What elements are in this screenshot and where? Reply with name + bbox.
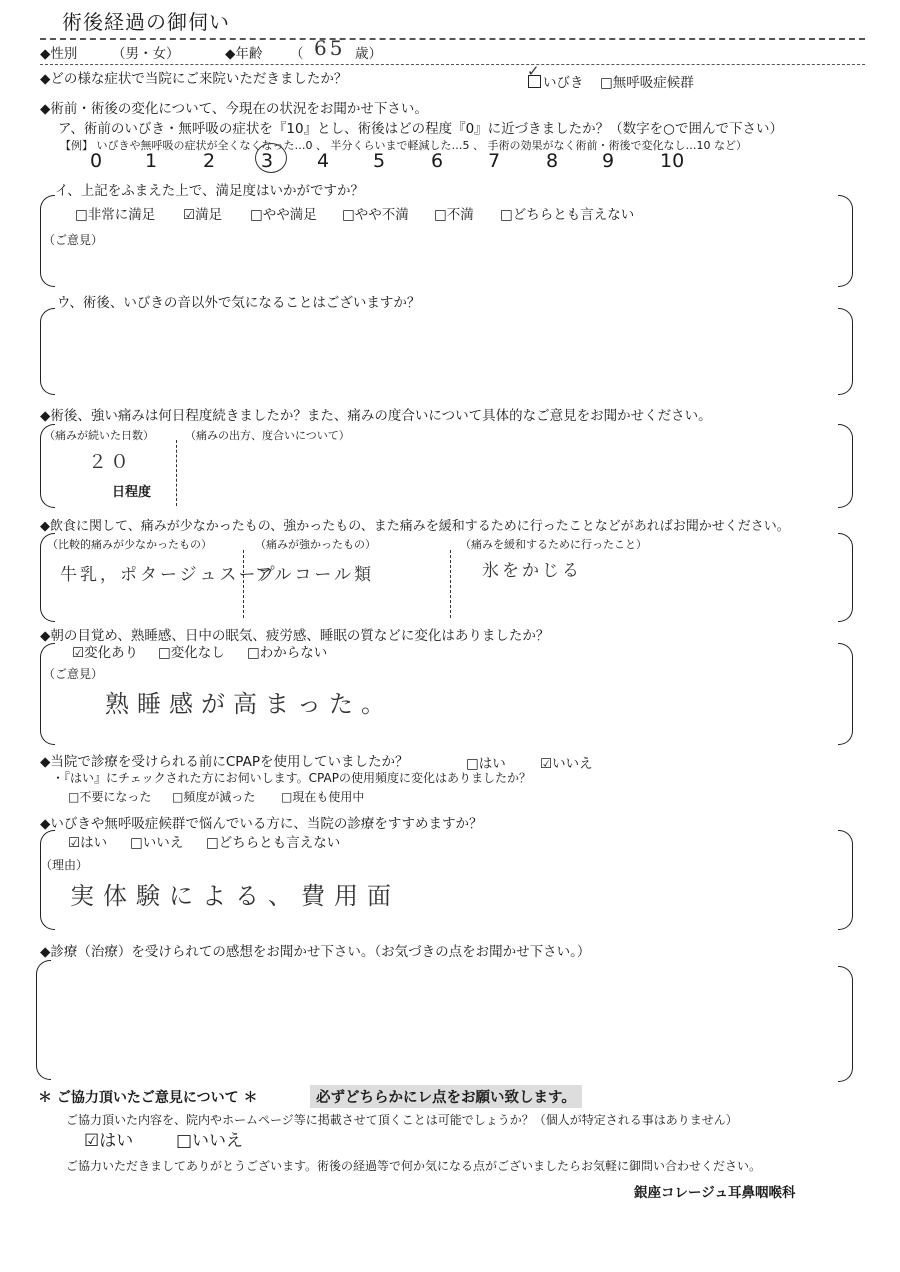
age-label: ◆年齢 (225, 46, 263, 62)
satisfaction-question: イ、上記をふまえた上で、満足度はいかがですか？ (55, 183, 365, 199)
cpap-sub-question: ・『はい』にチェックされた方にお伺いします。CPAPの使用頻度に変化はありましたか？ (52, 771, 531, 785)
checkmark-icon: ✓ (527, 62, 540, 80)
food-col2-value[interactable]: アルコール類 (255, 565, 374, 585)
cpap-sub-opt-still[interactable]: □現在も使用中 (281, 790, 365, 804)
food-col1-label: （比較的痛みが少なかったもの） (47, 538, 212, 551)
scale-1[interactable]: 1 (145, 150, 158, 172)
satisfaction-opt-somewhat-unsat[interactable]: □やや不満 (342, 207, 409, 223)
change-question: ◆術前・術後の変化について、今現在の状況をお聞かせ下さい。 (40, 101, 428, 117)
scale-10[interactable]: 10 (660, 150, 685, 172)
footer-opt-no[interactable]: □いいえ (176, 1131, 244, 1151)
other-question: ウ、術後、いびきの音以外で気になることはございますか？ (57, 295, 421, 311)
selected-circle-icon (255, 143, 287, 173)
recommend-opt-neither[interactable]: □どちらとも言えない (206, 835, 341, 851)
pain-bracket-right (838, 424, 853, 508)
food-col1-value[interactable]: 牛乳，ポタージュスープ (60, 565, 278, 585)
clinic-name: 銀座コレージュ耳鼻咽喉科 (634, 1185, 796, 1201)
sleep-opt-changed[interactable]: ☑変化あり (72, 645, 139, 661)
scale-0[interactable]: 0 (90, 150, 103, 172)
sleep-bracket-left (40, 643, 55, 745)
satisfaction-opt-very[interactable]: □非常に満足 (75, 207, 156, 223)
impression-question: ◆診療（治療）を受けられての感想をお聞かせ下さい。（お気づきの点をお聞かせ下さい。） (40, 944, 591, 960)
food-divider-2 (450, 550, 451, 618)
cpap-no[interactable]: ☑いいえ (540, 756, 593, 772)
satisfaction-opinion-label: （ご意見） (43, 233, 104, 247)
recommend-bracket-left (40, 830, 55, 930)
age-open: （ (290, 46, 304, 62)
scale-9[interactable]: 9 (602, 150, 615, 172)
footer-question: ご協力頂いた内容を、院内やホームページ等に掲載させて頂くことは可能でしょうか？（個人が特定される事はありません） (66, 1113, 738, 1127)
sleep-opt-nochange[interactable]: □変化なし (158, 645, 225, 661)
cpap-question: ◆当院で診療を受けられる前にCPAPを使用していましたか？ (40, 754, 409, 770)
scale-7[interactable]: 7 (488, 150, 501, 172)
other-bracket-left (40, 308, 55, 395)
symptom-question: ◆どの様な症状で当院にご来院いただきましたか？ (40, 71, 348, 87)
recommend-question: ◆いびきや無呼吸症候群で悩んでいる方に、当院の診療をすすめますか？ (40, 816, 483, 832)
scale-5[interactable]: 5 (373, 150, 386, 172)
food-bracket-right (838, 533, 853, 622)
recommend-opt-no[interactable]: □いいえ (130, 835, 184, 851)
footer-note: ＊ ご協力頂いたご意見について ＊ (38, 1090, 258, 1106)
sleep-opinion-label: （ご意見） (43, 667, 104, 681)
sleep-opt-unknown[interactable]: □わからない (247, 645, 328, 661)
sleep-question: ◆朝の目覚め、熟睡感、日中の眠気、疲労感、睡眠の質などに変化はありましたか？ (40, 628, 550, 644)
sleep-bracket-right (838, 643, 853, 745)
recommend-bracket-right (838, 830, 853, 930)
scale-8[interactable]: 8 (546, 150, 559, 172)
gender-label: ◆性別 (40, 46, 78, 62)
pain-days-unit: 日程度 (112, 485, 152, 500)
satisfaction-opt-satisfied[interactable]: ☑満足 (183, 207, 223, 223)
sleep-opinion-value[interactable]: 熟睡感が高まった。 (105, 690, 393, 718)
footer-thanks: ご協力いただきましてありがとうございます。術後の経過等で何か気になる点がございましたらお気軽に御問い合わせください。 (66, 1159, 762, 1173)
scale-3[interactable]: 3 (261, 150, 274, 172)
food-question: ◆飲食に関して、痛みが少なかったもの、強かったもの、また痛みを緩和するために行ったことなどがあればお聞かせください。 (40, 519, 790, 534)
food-col3-label: （痛みを緩和するために行ったこと） (460, 538, 647, 551)
pain-detail-label: （痛みの出方、度合いについて） (185, 429, 350, 442)
symptom-option-snoring[interactable]: いびき (528, 71, 584, 91)
age-close: 歳） (355, 46, 382, 62)
recommend-reason-label: （理由） (40, 858, 89, 872)
food-col2-label: （痛みが強かったもの） (255, 538, 376, 551)
age-value[interactable]: 65 (314, 36, 346, 60)
recommend-reason-value[interactable]: 実体験による、費用面 (70, 882, 400, 910)
satisfaction-opt-unsat[interactable]: □不満 (434, 207, 474, 223)
cpap-yes[interactable]: □はい (466, 756, 506, 772)
impression-bracket-left (36, 960, 51, 1080)
recommend-opt-yes[interactable]: ☑はい (68, 835, 108, 851)
footer-opt-yes[interactable]: ☑はい (84, 1131, 134, 1151)
pain-days-value[interactable]: ２０ (88, 451, 133, 473)
impression-bracket-right (838, 966, 853, 1082)
pain-days-label: （痛みが続いた日数） (44, 429, 154, 442)
gender-divider (40, 64, 865, 65)
page-title: 術後経過の御伺い (62, 10, 230, 34)
title-divider (40, 38, 865, 40)
other-bracket-right (838, 308, 853, 395)
change-sub-a: ア、術前のいびき・無呼吸の症状を『10』とし、術後はどの程度『0』に近づきましたか？（数字を○で囲んで下さい） (58, 121, 783, 137)
gender-options[interactable]: （男・女） (112, 46, 180, 62)
scale-2[interactable]: 2 (203, 150, 216, 172)
pain-question: ◆術後、強い痛みは何日程度続きましたか？また、痛みの度合いについて具体的なご意見をお聞かせください。 (40, 408, 712, 424)
scale-4[interactable]: 4 (317, 150, 330, 172)
satisfaction-bracket-right (838, 195, 853, 287)
food-col3-value[interactable]: 氷をかじる (482, 561, 582, 581)
satisfaction-opt-neither[interactable]: □どちらとも言えない (500, 207, 635, 223)
cpap-sub-opt-unneeded[interactable]: □不要になった (68, 790, 152, 804)
pain-column-divider (176, 440, 177, 506)
satisfaction-opt-somewhat[interactable]: □やや満足 (250, 207, 317, 223)
symptom-option-apnea[interactable]: □無呼吸症候群 (600, 75, 694, 91)
cpap-sub-opt-reduced[interactable]: □頻度が減った (172, 790, 256, 804)
change-example: 【例】 いびきや無呼吸の症状が全くなくなった…0 、 半分くらいまで軽減した…5 、 手術の効果がなく術前・術後で変化なし…10 など） (60, 139, 747, 152)
scale-6[interactable]: 6 (431, 150, 444, 172)
footer-required-note: 必ずどちらかにレ点をお願い致します。 (310, 1085, 582, 1108)
